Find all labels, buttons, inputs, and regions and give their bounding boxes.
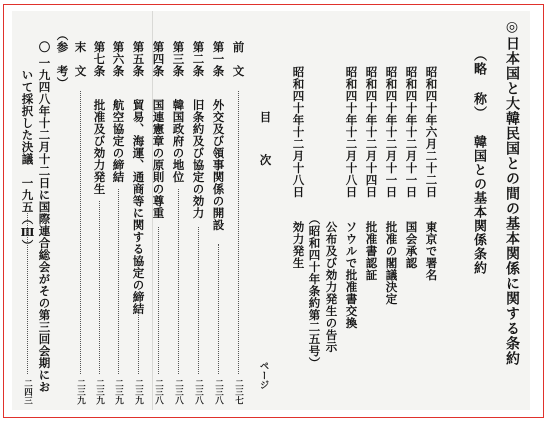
treaty-title: ◎日本国と大韓民国との間の基本関係に関する条約 — [504, 19, 520, 366]
event-description: 国会承認 — [404, 221, 419, 269]
event-description: 批准書認証 — [364, 221, 379, 281]
toc-page: 二三九 — [75, 379, 86, 405]
toc-title: 航空協定の締結 — [111, 99, 126, 183]
abbreviation-label — [472, 48, 485, 120]
event-date: 昭和四十年十二月十一日 — [384, 66, 399, 198]
toc-title: 外交及び領事関係の開設 — [211, 99, 226, 231]
leader-dots — [99, 201, 100, 374]
leader-dots — [158, 227, 159, 374]
leader-dots — [238, 91, 239, 374]
reference-heading: （参 考） — [55, 29, 70, 89]
toc-label: 前 文 — [231, 41, 246, 77]
toc-label: 第一条 — [211, 41, 226, 77]
leader-dots — [198, 227, 199, 374]
leader-dots — [27, 211, 28, 374]
event-description: 公布及び効力発生の告示 — [324, 221, 339, 353]
toc-title: 批准及び効力発生 — [92, 99, 107, 195]
toc-page: 二三九 — [113, 379, 124, 405]
abbr-word: 称） — [471, 92, 486, 120]
abbr-open: （略 — [471, 48, 486, 76]
toc-label: 第二条 — [191, 41, 206, 77]
toc-page: 二三八 — [193, 379, 204, 405]
reference-page: 二四三 — [22, 379, 33, 405]
toc-label: 第三条 — [171, 41, 186, 77]
toc-page: 二三九 — [133, 379, 144, 405]
toc-page: 二三八 — [153, 379, 164, 405]
toc-title: 韓国政府の地位 — [171, 99, 186, 183]
toc-title: 旧条約及び協定の効力 — [191, 99, 206, 219]
event-description: （昭和四十年条約第二五号） — [307, 213, 322, 369]
toc-heading: 目 次 — [258, 111, 273, 176]
toc-page: 二三八 — [173, 379, 184, 405]
event-date: 昭和四十年十二月十八日 — [291, 66, 306, 198]
reference-line-2: いて採択した決議 一九五（Ⅲ） — [20, 69, 35, 252]
toc-label: 第四条 — [151, 41, 166, 77]
toc-title: 貿易、海運、通商等に関する協定の締結 — [131, 99, 146, 315]
event-date: 昭和四十年十二月十一日 — [404, 66, 419, 198]
toc-label: 第五条 — [131, 41, 146, 77]
event-date: 昭和四十年十二月十四日 — [364, 66, 379, 198]
toc-label: 末 文 — [73, 41, 88, 77]
toc-page: 二三八 — [213, 379, 224, 405]
toc-page: 二三七 — [233, 379, 244, 405]
toc-title: 国連憲章の原則の尊重 — [151, 99, 166, 219]
leader-dots — [118, 189, 119, 374]
treaty-short-name: 韓国との基本関係条約 — [471, 135, 486, 275]
leader-dots — [138, 311, 139, 374]
reference-bullet: 〇 — [37, 41, 52, 53]
event-date: 昭和四十年十二月十八日 — [344, 66, 359, 198]
leader-dots — [218, 244, 219, 374]
leader-dots — [178, 189, 179, 374]
event-description: ソウルで批准書交換 — [344, 221, 359, 329]
document-page — [12, 11, 530, 410]
page-column-label: ページ — [257, 361, 269, 390]
reference-line-1: 一九四八年十二月十二日に国際連合総会がその第三回会期にお — [37, 57, 52, 393]
leader-dots — [80, 91, 81, 374]
event-description: 東京で署名 — [424, 221, 439, 281]
event-date: 昭和四十年六月二十二日 — [424, 66, 439, 198]
toc-label: 第七条 — [92, 41, 107, 77]
event-description: 効力発生 — [291, 221, 306, 269]
toc-page: 二三九 — [94, 379, 105, 405]
event-description: 批准の閣議決定 — [384, 221, 399, 305]
toc-label: 第六条 — [111, 41, 126, 77]
